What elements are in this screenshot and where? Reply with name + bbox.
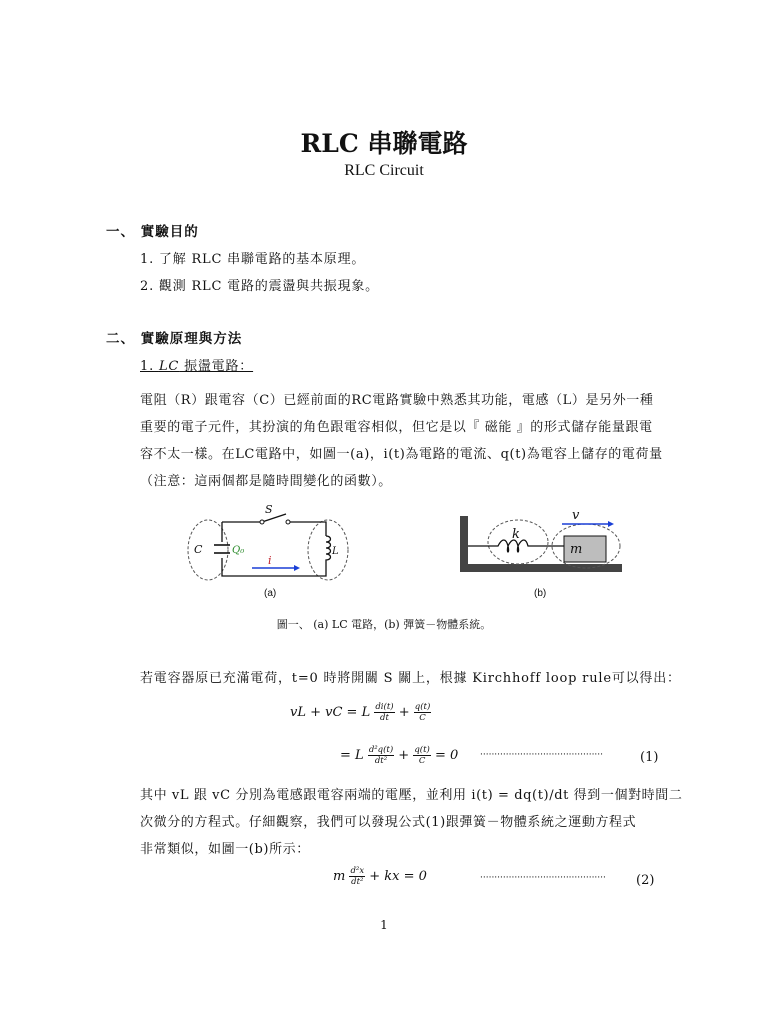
switch-label: S	[265, 503, 273, 516]
current-arrowhead	[294, 565, 300, 571]
switch-contact	[286, 520, 290, 524]
paragraph-kirchhoff: 若電容器原已充滿電荷，t=0 時將開關 S 關上，根據 Kirchhoff loop rule可以得出：	[140, 671, 681, 686]
fraction-numerator: q(t)	[414, 702, 431, 712]
plus-sign: +	[398, 705, 410, 720]
eq1-fraction	[368, 745, 394, 766]
eq1-line2-tail: = 0	[434, 748, 459, 763]
section-heading-principle: 二、 實驗原理與方法	[106, 331, 243, 347]
switch-contact	[260, 520, 264, 524]
floor	[460, 564, 622, 572]
paragraph-comparison	[140, 782, 683, 863]
fraction-denominator: C	[419, 713, 426, 723]
subsection-label: 振盪電路：	[179, 359, 254, 374]
paragraph-line: 電阻（R）跟電容（C）已經前面的RC電路實驗中熟悉其功能，電感（L）是另外一種	[140, 393, 654, 408]
eq1-fraction	[374, 702, 394, 723]
eq1-fraction	[414, 702, 432, 723]
current-label: i	[268, 554, 272, 567]
eq1-line2-lead: = L	[340, 748, 364, 763]
eq2-fraction	[349, 866, 365, 887]
velocity-arrowhead	[608, 521, 614, 527]
paragraph-line: 次微分的方程式。仔細觀察，我們可以發現公式(1)跟彈簧－物體系統之運動方程式	[140, 815, 637, 830]
mass-label: m	[570, 542, 583, 557]
eq1-lhs: vL + vC = L	[290, 705, 371, 720]
page-title: RLC 串聯電路	[300, 129, 468, 158]
velocity-label: v	[572, 508, 580, 523]
fraction-denominator: dt	[380, 713, 389, 723]
paragraph-line: （注意：這兩個都是隨時間變化的函數）。	[140, 474, 392, 489]
spring-mass-figure	[460, 506, 622, 572]
charge-label: Q₀	[232, 545, 245, 556]
fraction-numerator: di(t)	[375, 702, 394, 712]
figure-label-b: (b)	[534, 588, 547, 599]
fraction-denominator: dt²	[374, 756, 388, 766]
page-number: 1	[380, 918, 388, 932]
eq1-fraction	[413, 745, 431, 766]
inductor-coil	[326, 536, 331, 564]
paragraph-intro	[140, 387, 662, 495]
subsection-lc	[140, 355, 253, 374]
equation-2	[333, 866, 427, 887]
eq2-leader-dots: ············································	[480, 873, 606, 883]
purpose-item-1: 1. 了解 RLC 串聯電路的基本原理。	[140, 252, 366, 267]
paragraph-line: 非常類似，如圖一(b)所示：	[140, 842, 310, 857]
capacitor-label: C	[194, 543, 203, 556]
purpose-item-2: 2. 觀測 RLC 電路的震盪與共振現象。	[140, 279, 379, 294]
spring-constant-label: k	[512, 527, 520, 542]
inductor-label: L	[332, 546, 339, 557]
equation-1-line-1	[290, 702, 431, 723]
fraction-numerator: d²x	[350, 866, 365, 876]
inductor-highlight	[308, 520, 348, 580]
plus-sign: +	[398, 748, 410, 763]
eq2-mass: m	[333, 869, 346, 884]
paragraph-line: 重要的電子元件，其扮演的角色跟電容相似，但它是以『 磁能 』的形式儲存能量跟電	[140, 420, 653, 435]
figure-caption: 圖一、 (a) LC 電路，(b) 彈簧－物體系統。	[276, 618, 492, 631]
subsection-lc-symbol: LC	[158, 359, 180, 374]
fraction-denominator: C	[418, 756, 426, 766]
figure-label-a: (a)	[264, 588, 277, 599]
equation-1-line-2	[340, 745, 458, 766]
eq2-rest: + kx = 0	[369, 869, 427, 884]
eq1-number: (1)	[640, 750, 659, 765]
lc-circuit-figure	[182, 498, 354, 588]
page-subtitle: RLC Circuit	[344, 162, 424, 179]
fraction-numerator: q(t)	[414, 745, 430, 755]
paragraph-line: 其中 vL 跟 vC 分別為電感跟電容兩端的電壓，並利用 i(t) = dq(t)/dt 得到一個對時間二	[140, 788, 683, 803]
section-heading-purpose: 一、 實驗目的	[106, 224, 199, 240]
wall	[460, 516, 468, 572]
paragraph-line: 容不太一樣。在LC電路中，如圖一(a)，i(t)為電路的電流、q(t)為電容上儲存的電荷量	[140, 447, 663, 462]
fraction-denominator: dt²	[351, 877, 364, 887]
eq1-leader-dots: ···········································	[480, 750, 604, 760]
eq2-number: (2)	[636, 873, 655, 888]
fraction-numerator: d²q(t)	[368, 745, 394, 755]
subsection-number: 1.	[140, 359, 155, 374]
